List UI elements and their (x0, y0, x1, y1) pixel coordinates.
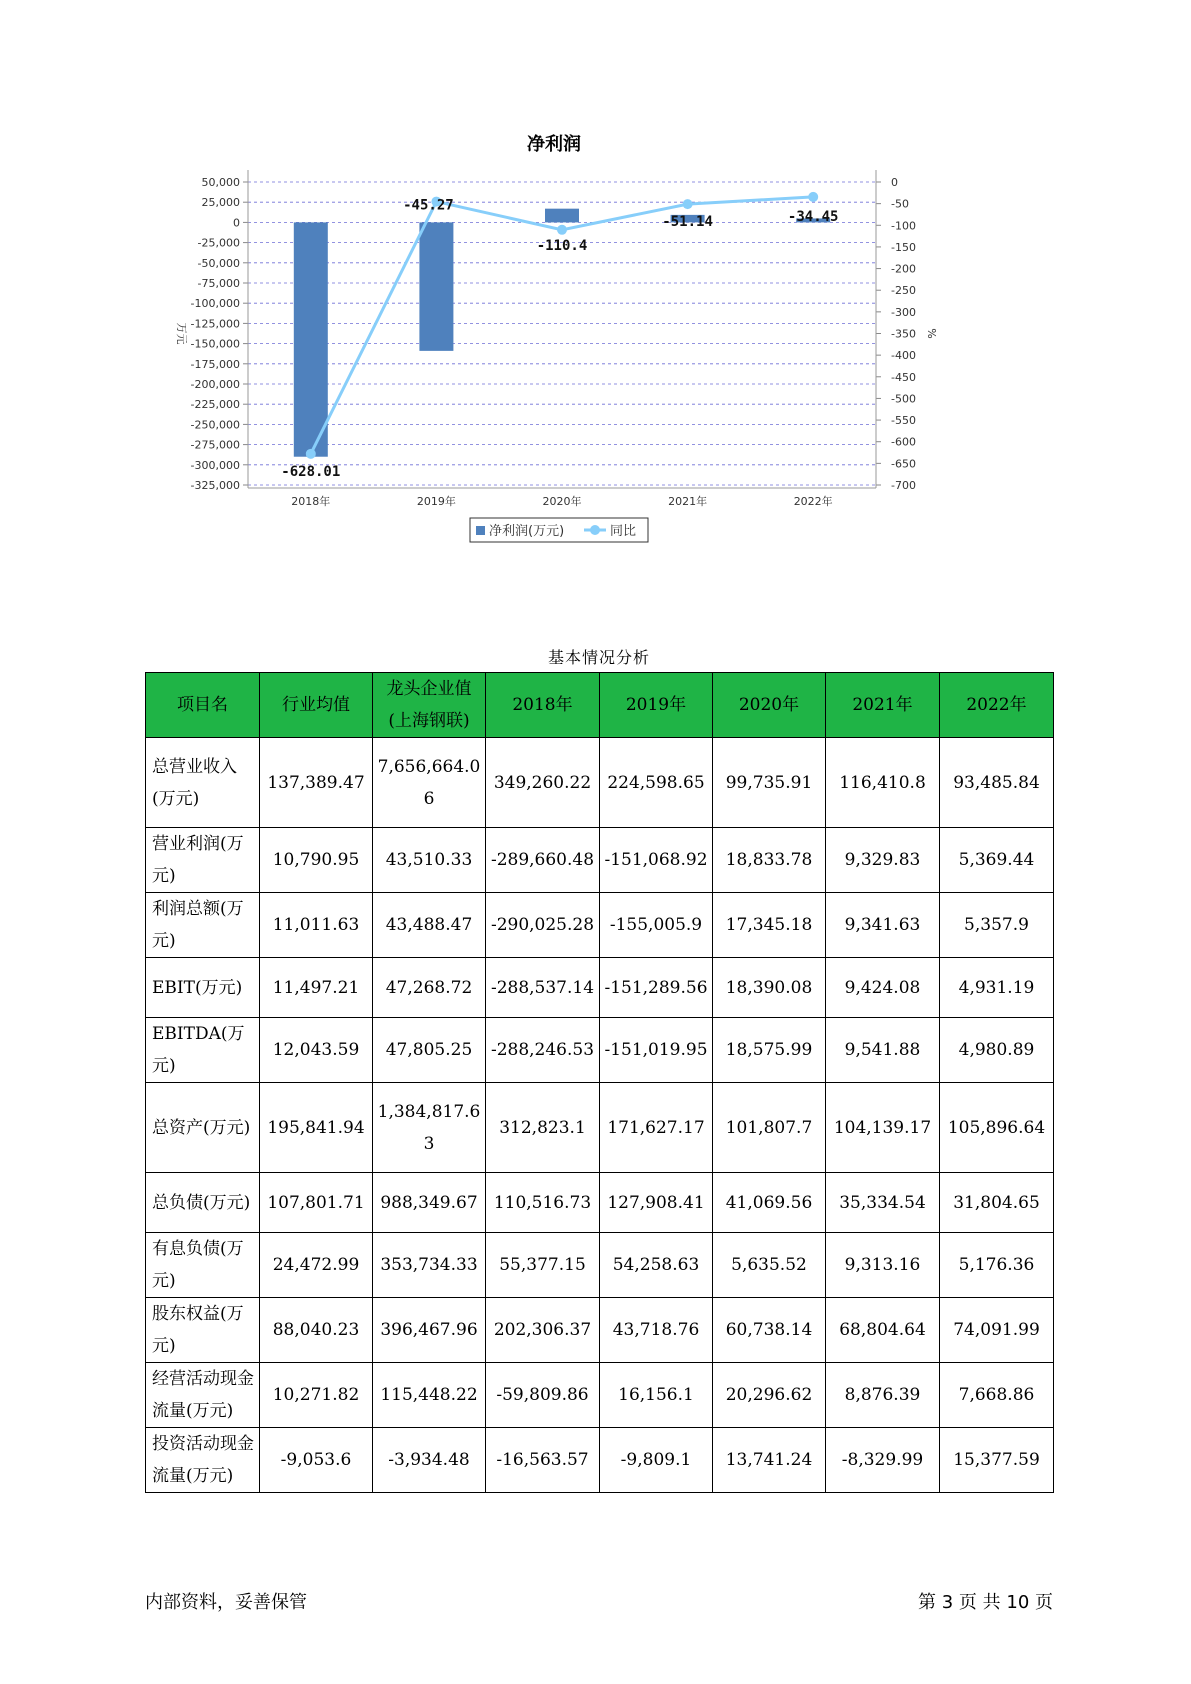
value-cell: 396,467.96 (373, 1298, 486, 1363)
value-cell: 47,268.72 (373, 958, 486, 1018)
table-row (146, 1233, 1054, 1298)
value-cell: -151,289.56 (600, 958, 713, 1018)
value-cell: 54,258.63 (600, 1233, 713, 1298)
row-name-cell: 经营活动现金流量(万元) (146, 1363, 260, 1428)
row-name-cell: 股东权益(万元) (146, 1298, 260, 1363)
value-cell: 20,296.62 (713, 1363, 826, 1428)
table-row (146, 1428, 1054, 1493)
value-cell: -9,809.1 (600, 1428, 713, 1493)
value-cell: 171,627.17 (600, 1083, 713, 1173)
value-cell: 349,260.22 (486, 738, 600, 828)
legend-line-marker (590, 525, 600, 535)
y2-tick-label: 0 (891, 176, 898, 189)
y2-tick-label: -450 (891, 370, 916, 384)
value-cell: 4,980.89 (940, 1018, 1054, 1083)
value-cell: -288,537.14 (486, 958, 600, 1018)
value-cell: 9,424.08 (826, 958, 940, 1018)
y2-tick-label: -500 (891, 392, 916, 406)
footer-page-number: 第 3 页 共 10 页 (918, 1592, 1053, 1613)
value-cell: 47,805.25 (373, 1018, 486, 1083)
y-axis-label: 万元 (175, 322, 188, 345)
basic-analysis-table (145, 672, 1054, 1493)
value-cell: 10,790.95 (260, 828, 373, 893)
row-name-cell: EBIT(万元) (146, 958, 260, 1018)
y2-tick-label: -50 (891, 197, 909, 211)
row-name-cell: EBITDA(万元) (146, 1018, 260, 1083)
value-cell: 43,510.33 (373, 828, 486, 893)
value-cell: 127,908.41 (600, 1173, 713, 1233)
y2-tick-label: -350 (891, 327, 916, 341)
table-row (146, 828, 1054, 893)
value-cell: 105,896.64 (940, 1083, 1054, 1173)
value-cell: 43,718.76 (600, 1298, 713, 1363)
point-yoy (683, 199, 693, 209)
value-cell: 5,369.44 (940, 828, 1054, 893)
value-cell: 312,823.1 (486, 1083, 600, 1173)
header-cell: 项目名 (146, 673, 260, 738)
y-tick-label: 25,000 (201, 196, 240, 210)
value-cell: 18,575.99 (713, 1018, 826, 1083)
value-cell: 137,389.47 (260, 738, 373, 828)
value-cell: 16,156.1 (600, 1363, 713, 1428)
value-cell: -155,005.9 (600, 893, 713, 958)
value-cell: 110,516.73 (486, 1173, 600, 1233)
point-yoy (808, 192, 818, 202)
value-cell: 93,485.84 (940, 738, 1054, 828)
y2-tick-label: -250 (891, 284, 916, 298)
value-cell: -151,068.92 (600, 828, 713, 893)
value-cell: 15,377.59 (940, 1428, 1054, 1493)
value-cell: 24,472.99 (260, 1233, 373, 1298)
y2-tick-label: -400 (891, 349, 916, 363)
value-cell: 5,357.9 (940, 893, 1054, 958)
point-yoy (306, 449, 316, 459)
x-tick-label: 2018年 (291, 495, 331, 508)
value-cell: 107,801.71 (260, 1173, 373, 1233)
table-body (146, 738, 1054, 1493)
y2-tick-label: -600 (891, 435, 916, 449)
value-cell: 224,598.65 (600, 738, 713, 828)
value-cell: -8,329.99 (826, 1428, 940, 1493)
y2-tick-label: -200 (891, 262, 916, 276)
value-cell: 18,833.78 (713, 828, 826, 893)
y-tick-label: 0 (233, 216, 240, 230)
row-name-cell: 总资产(万元) (146, 1083, 260, 1173)
y-tick-label: -300,000 (190, 458, 240, 472)
y-tick-label: -325,000 (190, 479, 240, 492)
value-cell: -59,809.86 (486, 1363, 600, 1428)
value-cell: 115,448.22 (373, 1363, 486, 1428)
value-cell: 9,341.63 (826, 893, 940, 958)
table-row (146, 1018, 1054, 1083)
legend-label-net-profit: 净利润(万元) (489, 524, 565, 539)
data-label-yoy: -45.27 (403, 197, 454, 214)
row-name-cell: 总负债(万元) (146, 1173, 260, 1233)
value-cell: 31,804.65 (940, 1173, 1054, 1233)
data-label-yoy: -110.4 (536, 237, 588, 254)
value-cell: 68,804.64 (826, 1298, 940, 1363)
y2-axis-label: % (925, 328, 938, 339)
footer-confidential-note: 内部资料，妥善保管 (145, 1592, 307, 1613)
bar-net-profit (294, 222, 328, 456)
table-row (146, 1173, 1054, 1233)
value-cell: 7,668.86 (940, 1363, 1054, 1428)
header-cell: 2022年 (940, 673, 1054, 738)
value-cell: -290,025.28 (486, 893, 600, 958)
value-cell: 13,741.24 (713, 1428, 826, 1493)
value-cell: 74,091.99 (940, 1298, 1054, 1363)
value-cell: 88,040.23 (260, 1298, 373, 1363)
value-cell: 12,043.59 (260, 1018, 373, 1083)
value-cell: 55,377.15 (486, 1233, 600, 1298)
y-tick-label: 50,000 (201, 176, 240, 189)
value-cell: -3,934.48 (373, 1428, 486, 1493)
bar-net-profit (419, 222, 453, 350)
line-yoy (311, 197, 813, 454)
x-tick-label: 2021年 (668, 495, 708, 508)
y2-tick-label: -650 (891, 457, 916, 471)
row-name-cell: 投资活动现金流量(万元) (146, 1428, 260, 1493)
header-cell: 2018年 (486, 673, 600, 738)
table-row (146, 1298, 1054, 1363)
y-tick-label: -100,000 (190, 297, 240, 311)
table-row (146, 1363, 1054, 1428)
value-cell: 202,306.37 (486, 1298, 600, 1363)
value-cell: 18,390.08 (713, 958, 826, 1018)
value-cell: 116,410.8 (826, 738, 940, 828)
y-tick-label: -275,000 (190, 438, 240, 452)
bar-net-profit (545, 209, 579, 223)
value-cell: 11,497.21 (260, 958, 373, 1018)
value-cell: 9,541.88 (826, 1018, 940, 1083)
value-cell: 99,735.91 (713, 738, 826, 828)
header-cell: 行业均值 (260, 673, 373, 738)
point-yoy (557, 225, 567, 235)
value-cell: 8,876.39 (826, 1363, 940, 1428)
row-name-cell: 利润总额(万元) (146, 893, 260, 958)
value-cell: 1,384,817.63 (373, 1083, 486, 1173)
y2-tick-label: -100 (891, 219, 916, 233)
y2-tick-label: -700 (891, 479, 916, 492)
value-cell: 4,931.19 (940, 958, 1054, 1018)
value-cell: 353,734.33 (373, 1233, 486, 1298)
data-label-yoy: -628.01 (281, 463, 341, 480)
row-name-cell: 总营业收入(万元) (146, 738, 260, 828)
x-tick-label: 2020年 (542, 495, 582, 508)
y-tick-label: -150,000 (190, 337, 240, 351)
row-name-cell: 有息负债(万元) (146, 1233, 260, 1298)
value-cell: 988,349.67 (373, 1173, 486, 1233)
table-caption: 基本情况分析 (547, 648, 650, 667)
legend-label-yoy: 同比 (610, 524, 637, 539)
table-row (146, 1083, 1054, 1173)
data-label-yoy: -51.14 (662, 214, 713, 231)
value-cell: 7,656,664.06 (373, 738, 486, 828)
y-tick-label: -175,000 (190, 357, 240, 371)
y2-tick-label: -150 (891, 240, 916, 254)
net-profit-chart (170, 130, 1030, 600)
value-cell: 5,635.52 (713, 1233, 826, 1298)
y-tick-label: -25,000 (197, 236, 240, 250)
table-row (146, 738, 1054, 828)
y-tick-label: -50,000 (197, 256, 240, 270)
value-cell: 60,738.14 (713, 1298, 826, 1363)
value-cell: -16,563.57 (486, 1428, 600, 1493)
table-header-row (146, 673, 1054, 738)
y-tick-label: -225,000 (190, 398, 240, 412)
data-label-yoy: -34.45 (787, 208, 839, 225)
value-cell: 35,334.54 (826, 1173, 940, 1233)
y-tick-label: -250,000 (190, 418, 240, 432)
x-tick-label: 2022年 (793, 495, 833, 508)
value-cell: 195,841.94 (260, 1083, 373, 1173)
legend-bar-swatch (476, 526, 485, 535)
value-cell: 41,069.56 (713, 1173, 826, 1233)
value-cell: 43,488.47 (373, 893, 486, 958)
value-cell: -9,053.6 (260, 1428, 373, 1493)
header-cell: 龙头企业值(上海钢联) (373, 673, 486, 738)
value-cell: 11,011.63 (260, 893, 373, 958)
value-cell: 9,313.16 (826, 1233, 940, 1298)
value-cell: 10,271.82 (260, 1363, 373, 1428)
table-row (146, 893, 1054, 958)
value-cell: -289,660.48 (486, 828, 600, 893)
table-row (146, 958, 1054, 1018)
value-cell: 9,329.83 (826, 828, 940, 893)
value-cell: 101,807.7 (713, 1083, 826, 1173)
header-cell: 2020年 (713, 673, 826, 738)
header-cell: 2021年 (826, 673, 940, 738)
value-cell: -288,246.53 (486, 1018, 600, 1083)
y-tick-label: -75,000 (197, 277, 240, 290)
chart-svg (170, 130, 1030, 600)
value-cell: 104,139.17 (826, 1083, 940, 1173)
value-cell: 17,345.18 (713, 893, 826, 958)
y-tick-label: -200,000 (190, 378, 240, 391)
y2-tick-label: -550 (891, 414, 916, 428)
header-cell: 2019年 (600, 673, 713, 738)
x-tick-label: 2019年 (416, 495, 456, 508)
value-cell: -151,019.95 (600, 1018, 713, 1083)
value-cell: 5,176.36 (940, 1233, 1054, 1298)
chart-title: 净利润 (527, 134, 581, 155)
y2-tick-label: -300 (891, 305, 916, 319)
row-name-cell: 营业利润(万元) (146, 828, 260, 893)
y-tick-label: -125,000 (190, 317, 240, 331)
